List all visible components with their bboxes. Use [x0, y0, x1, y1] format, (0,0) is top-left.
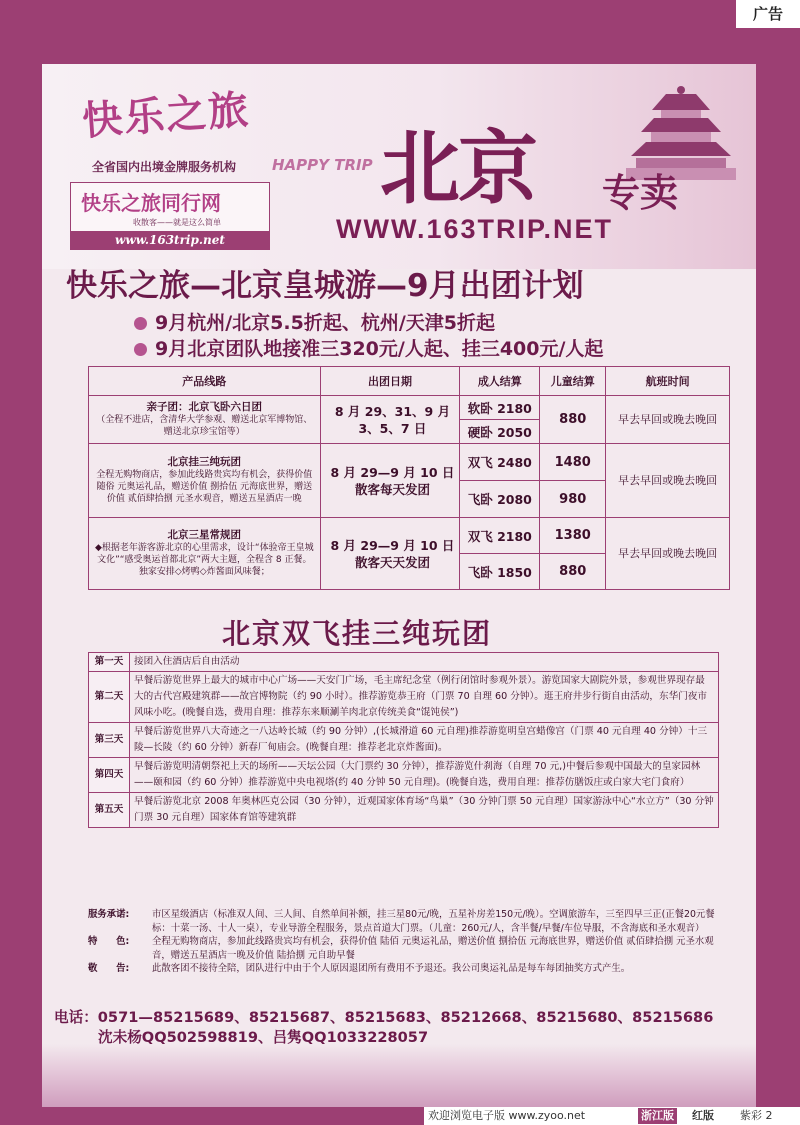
price-table-header	[89, 367, 730, 396]
partner-site-title: 快乐之旅同行网	[81, 191, 221, 215]
col-header: 出团日期	[320, 367, 460, 396]
product-cell	[89, 444, 321, 518]
note-text: 市区星级酒店（标准双人间、三人间、自然单间补额，挂三星80元/晚，五星补房差150元/晚）。空调旅游车，三至四早三正(正餐20元餐标：十菜一汤、十人一桌），专业导游全程服务，景点首道大门票。（儿童：260元/人，含半餐/早餐/车位导服，不含海底和圣水观音）	[152, 909, 715, 934]
page-title-sub: 专卖	[602, 171, 679, 215]
col-header: 产品线路	[89, 367, 321, 396]
day-label: 第三天	[89, 723, 130, 758]
departure-dates: 8 月 29、31、9 月 3、5、7 日	[320, 396, 460, 444]
table-row	[89, 396, 730, 420]
promo-line	[134, 334, 603, 361]
website-url[interactable]: WWW.163TRIP.NET	[336, 214, 614, 244]
table-row	[89, 518, 730, 554]
day-label: 第二天	[89, 672, 130, 723]
col-header: 儿童结算	[540, 367, 606, 396]
table-row	[89, 444, 730, 481]
child-price: 1480	[540, 444, 606, 481]
footer-page: 紫彩 2	[740, 1109, 773, 1122]
day-description: 早餐后游览明清朝祭祀上天的场所——天坛公园（大门票约 30 分钟），推荐游览什刹海（自理 70 元,)中餐后参观中国最大的皇家园林——颐和园（约 60 分钟）推荐游览中央电视塔(约 40 分钟 50 元自理)。(晚餐自选，费用自理：推荐仿膳饭庄或白家大宅门食府）	[130, 758, 719, 793]
terms-section	[88, 908, 728, 976]
footer-welcome[interactable]: 欢迎浏览电子版 www.zyoo.net	[428, 1109, 586, 1122]
footer-box	[424, 1107, 800, 1125]
col-header: 成人结算	[460, 367, 540, 396]
adult-price: 双飞 2480	[460, 444, 540, 481]
flight-time: 早去早回或晚去晚回	[606, 396, 730, 444]
day-description: 早餐后游览世界上最大的城市中心广场——天安门广场，毛主席纪念堂（例行闭馆时参观外景）。游览国家大剧院外景，参观世界现存最大的古代宫殿建筑群——故宫博物院（约 90 小时）。推荐游览恭王府（门票 70 自理 60 分钟）。逛王府井步行街自由活动，东华门夜市风味小吃。(晚餐自选，费用自理：推荐东来顺涮羊肉北京传统美食“馄饨侯”)	[130, 672, 719, 723]
child-price: 980	[540, 481, 606, 518]
day-label: 第五天	[89, 793, 130, 828]
note-label: 特 色:	[88, 936, 130, 947]
partner-site-url[interactable]: www.163trip.net	[71, 231, 269, 249]
departure-dates: 8 月 29—9 月 10 日 散客每天发团	[320, 444, 460, 518]
promo-text: 9月杭州/北京5.5折起、杭州/天津5折起	[155, 312, 495, 334]
itinerary-title: 北京双飞挂三纯玩团	[222, 617, 493, 650]
day-description: 早餐后游览北京 2008 年奥林匹克公园（30 分钟），近观国家体育场“鸟巢”（30 分钟门票 50 元自理）国家游泳中心“水立方”（30 分钟门票 30 元自理）国家体育馆等建筑群	[130, 793, 719, 828]
note-row	[88, 908, 728, 935]
product-name: 北京三星常规团	[167, 529, 242, 541]
adult-price: 飞卧 2080	[460, 481, 540, 518]
adult-price: 硬卧 2050	[460, 420, 540, 444]
top-bar	[0, 0, 800, 30]
adult-price: 飞卧 1850	[460, 554, 540, 590]
product-desc: 全程无购物商店，参加此线路贵宾均有机会，获得价值 随俗 元奥运礼品，赠送价值 捌拾伍 元海底世界，赠送价值 贰佰肆拾捌 元圣水观音，赠送五星酒店一晚	[96, 470, 313, 504]
note-label: 敬 告:	[88, 963, 130, 974]
day-label: 第一天	[89, 653, 130, 672]
flight-time: 早去早回或晚去晚回	[606, 444, 730, 518]
adult-price: 双飞 2180	[460, 518, 540, 554]
itinerary-row	[89, 672, 719, 723]
water-background	[42, 1044, 756, 1107]
note-text: 此散客团不接待全陪，团队进行中由于个人原因退团所有费用不予退还。我公司奥运礼品是每车每团抽奖方式产生。	[152, 963, 631, 974]
child-price: 880	[540, 396, 606, 444]
itinerary-table	[88, 652, 719, 828]
promo-text: 9月北京团队地接准三320元/人起、挂三400元/人起	[155, 338, 604, 360]
bullet-icon	[134, 317, 147, 330]
partner-site-logo	[70, 182, 270, 250]
page-title: 北京	[380, 122, 536, 215]
contact-qq: 沈未杨QQ502598819、吕隽QQ1033228057	[98, 1029, 429, 1046]
footer-bar	[0, 1107, 800, 1125]
note-row	[88, 935, 728, 962]
product-name: 亲子团：北京飞卧六日团	[146, 401, 263, 413]
flight-time: 早去早回或晚去晚回	[606, 518, 730, 590]
product-name: 北京挂三纯玩团	[167, 456, 242, 468]
bullet-icon	[134, 343, 147, 356]
col-header: 航班时间	[606, 367, 730, 396]
logo-subtitle: 全省国内出境金牌服务机构	[92, 160, 237, 174]
promo-line	[134, 308, 495, 335]
plan-title: 快乐之旅—北京皇城游—9月出团计划	[66, 268, 584, 304]
logo-happy-trip: HAPPY TRIP	[272, 156, 373, 174]
footer-edition: 浙江版	[638, 1108, 677, 1124]
adult-price: 软卧 2180	[460, 396, 540, 420]
advert-page	[42, 64, 756, 1107]
note-row	[88, 962, 728, 976]
product-desc: （全程不进店，含清华大学参观、赠送北京军博物馆、赠送北京珍宝馆等）	[96, 415, 313, 437]
child-price: 880	[540, 554, 606, 590]
departure-dates: 8 月 29—9 月 10 日 散客天天发团	[320, 518, 460, 590]
product-cell	[89, 396, 321, 444]
note-label: 服务承诺:	[88, 909, 130, 920]
day-description: 早餐后游览世界八大奇迹之一八达岭长城（约 90 分钟）,(长城滑道 60 元自理)推荐游览明皇宫蜡像宫（门票 40 元自理 40 分钟）十三陵—长陵（约 60 分钟）新春厂甸庙会。(晚餐自理：推荐老北京炸酱面)。	[130, 723, 719, 758]
note-text: 全程无购物商店，参加此线路贵宾均有机会，获得价值 陆佰 元奥运礼品，赠送价值 捌拾伍 元海底世界，赠送价值 贰佰肆拾捌 元圣水观音，赠送五星酒店一晚及价值 陆拾捌 元自助早餐	[152, 936, 714, 961]
product-cell	[89, 518, 321, 590]
logo-title: 快乐之旅	[80, 86, 252, 145]
itinerary-row	[89, 758, 719, 793]
itinerary-row	[89, 793, 719, 828]
child-price: 1380	[540, 518, 606, 554]
footer-red-edition: 红版	[692, 1109, 714, 1122]
partner-site-slogan: 收散客——就是这么简单	[133, 218, 221, 227]
price-table	[88, 366, 730, 590]
day-label: 第四天	[89, 758, 130, 793]
itinerary-row	[89, 653, 719, 672]
ad-tag: 广告	[736, 0, 800, 28]
day-description: 接团入住酒店后自由活动	[130, 653, 719, 672]
contact-phones: 电话：0571—85215689、85215687、85215683、85212668、85215680、85215686	[54, 1009, 714, 1026]
product-desc: ◆根据老年游客游北京的心里需求，设计“体验帝王皇城文化”“感受奥运首都北京”两大主题，全程含 8 正餐。独家安排◇烤鸭◇炸酱面风味餐；	[94, 543, 314, 577]
itinerary-row	[89, 723, 719, 758]
